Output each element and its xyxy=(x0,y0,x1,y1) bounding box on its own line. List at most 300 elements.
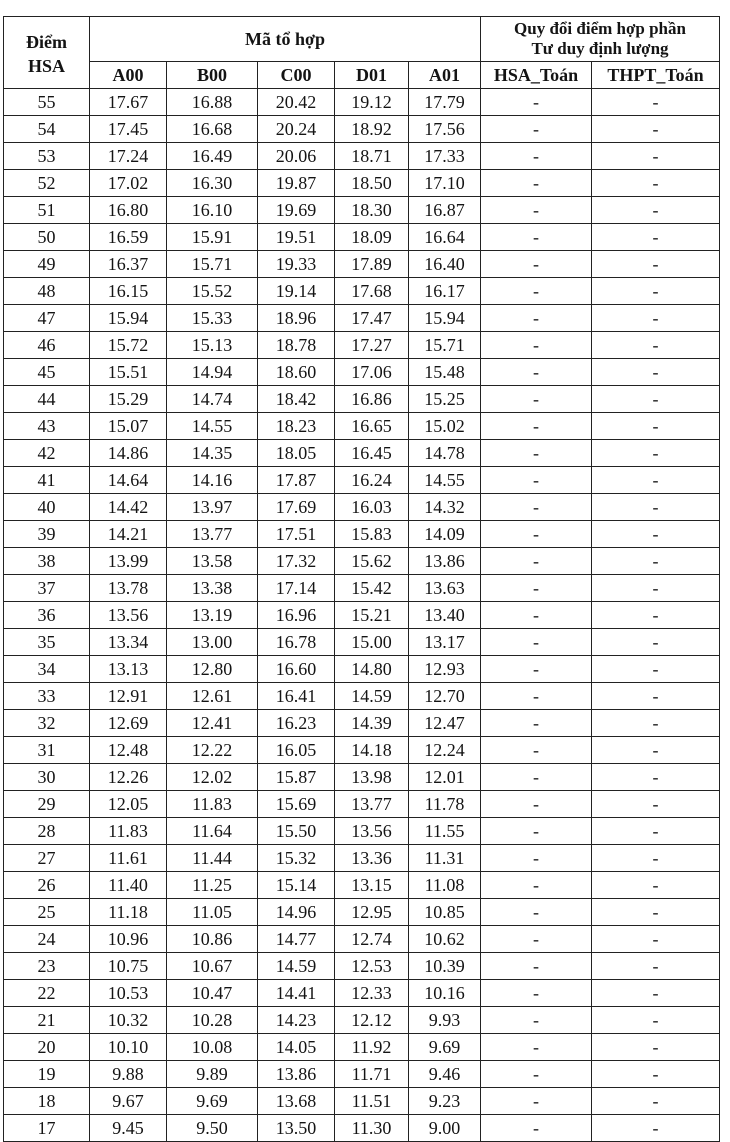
cell-hsa-toan: - xyxy=(481,521,592,548)
cell-c00: 17.69 xyxy=(258,494,335,521)
cell-d01: 13.36 xyxy=(335,845,409,872)
cell-thpt-toan: - xyxy=(592,548,720,575)
cell-diem-hsa: 24 xyxy=(4,926,90,953)
cell-d01: 14.80 xyxy=(335,656,409,683)
cell-thpt-toan: - xyxy=(592,440,720,467)
cell-b00: 10.86 xyxy=(167,926,258,953)
cell-hsa-toan: - xyxy=(481,494,592,521)
cell-thpt-toan: - xyxy=(592,791,720,818)
table-header xyxy=(4,17,720,89)
cell-b00: 14.16 xyxy=(167,467,258,494)
cell-d01: 15.42 xyxy=(335,575,409,602)
cell-d01: 12.53 xyxy=(335,953,409,980)
cell-d01: 14.59 xyxy=(335,683,409,710)
cell-a00: 9.45 xyxy=(90,1115,167,1142)
cell-b00: 15.33 xyxy=(167,305,258,332)
cell-d01: 13.98 xyxy=(335,764,409,791)
cell-a01: 16.17 xyxy=(409,278,481,305)
cell-b00: 16.68 xyxy=(167,116,258,143)
cell-diem-hsa: 46 xyxy=(4,332,90,359)
cell-diem-hsa: 32 xyxy=(4,710,90,737)
cell-b00: 10.67 xyxy=(167,953,258,980)
cell-a00: 15.29 xyxy=(90,386,167,413)
cell-thpt-toan: - xyxy=(592,737,720,764)
table-row xyxy=(4,764,720,791)
cell-hsa-toan: - xyxy=(481,926,592,953)
cell-b00: 10.47 xyxy=(167,980,258,1007)
header-quy-doi xyxy=(481,17,720,62)
cell-b00: 11.44 xyxy=(167,845,258,872)
cell-a00: 17.02 xyxy=(90,170,167,197)
table-row xyxy=(4,602,720,629)
cell-a00: 16.59 xyxy=(90,224,167,251)
cell-diem-hsa: 27 xyxy=(4,845,90,872)
cell-b00: 10.28 xyxy=(167,1007,258,1034)
cell-diem-hsa: 47 xyxy=(4,305,90,332)
cell-thpt-toan: - xyxy=(592,656,720,683)
cell-d01: 18.30 xyxy=(335,197,409,224)
cell-hsa-toan: - xyxy=(481,332,592,359)
cell-hsa-toan: - xyxy=(481,170,592,197)
cell-b00: 13.19 xyxy=(167,602,258,629)
table-row xyxy=(4,278,720,305)
cell-hsa-toan: - xyxy=(481,1061,592,1088)
cell-c00: 14.23 xyxy=(258,1007,335,1034)
cell-hsa-toan: - xyxy=(481,251,592,278)
cell-diem-hsa: 23 xyxy=(4,953,90,980)
cell-a01: 15.71 xyxy=(409,332,481,359)
cell-hsa-toan: - xyxy=(481,683,592,710)
cell-thpt-toan: - xyxy=(592,764,720,791)
cell-d01: 11.51 xyxy=(335,1088,409,1115)
cell-hsa-toan: - xyxy=(481,305,592,332)
cell-b00: 9.89 xyxy=(167,1061,258,1088)
cell-b00: 10.08 xyxy=(167,1034,258,1061)
header-col-c00: C00 xyxy=(258,62,335,89)
cell-a01: 12.47 xyxy=(409,710,481,737)
table-row xyxy=(4,845,720,872)
cell-a00: 15.94 xyxy=(90,305,167,332)
cell-d01: 13.56 xyxy=(335,818,409,845)
cell-hsa-toan: - xyxy=(481,467,592,494)
cell-a00: 12.69 xyxy=(90,710,167,737)
cell-a01: 13.86 xyxy=(409,548,481,575)
cell-a00: 17.24 xyxy=(90,143,167,170)
cell-hsa-toan: - xyxy=(481,629,592,656)
cell-a00: 16.80 xyxy=(90,197,167,224)
cell-hsa-toan: - xyxy=(481,710,592,737)
cell-a00: 11.18 xyxy=(90,899,167,926)
cell-a01: 9.23 xyxy=(409,1088,481,1115)
cell-diem-hsa: 39 xyxy=(4,521,90,548)
cell-a00: 13.56 xyxy=(90,602,167,629)
cell-c00: 16.78 xyxy=(258,629,335,656)
cell-d01: 15.83 xyxy=(335,521,409,548)
cell-c00: 18.42 xyxy=(258,386,335,413)
cell-diem-hsa: 25 xyxy=(4,899,90,926)
cell-thpt-toan: - xyxy=(592,953,720,980)
cell-thpt-toan: - xyxy=(592,224,720,251)
header-col-a01: A01 xyxy=(409,62,481,89)
cell-c00: 19.51 xyxy=(258,224,335,251)
cell-d01: 16.24 xyxy=(335,467,409,494)
cell-b00: 11.25 xyxy=(167,872,258,899)
cell-diem-hsa: 42 xyxy=(4,440,90,467)
cell-thpt-toan: - xyxy=(592,251,720,278)
cell-hsa-toan: - xyxy=(481,845,592,872)
cell-a01: 15.94 xyxy=(409,305,481,332)
cell-diem-hsa: 51 xyxy=(4,197,90,224)
cell-d01: 12.95 xyxy=(335,899,409,926)
header-col-d01: D01 xyxy=(335,62,409,89)
cell-a00: 10.10 xyxy=(90,1034,167,1061)
cell-c00: 14.05 xyxy=(258,1034,335,1061)
cell-a01: 15.48 xyxy=(409,359,481,386)
cell-a01: 17.33 xyxy=(409,143,481,170)
cell-c00: 15.87 xyxy=(258,764,335,791)
table-row xyxy=(4,899,720,926)
cell-a01: 16.64 xyxy=(409,224,481,251)
cell-d01: 16.03 xyxy=(335,494,409,521)
cell-thpt-toan: - xyxy=(592,386,720,413)
header-col-hsa-toan: HSA_Toán xyxy=(481,62,592,89)
cell-a01: 11.78 xyxy=(409,791,481,818)
cell-a00: 13.99 xyxy=(90,548,167,575)
cell-c00: 20.24 xyxy=(258,116,335,143)
cell-a00: 9.88 xyxy=(90,1061,167,1088)
cell-diem-hsa: 20 xyxy=(4,1034,90,1061)
cell-a01: 10.62 xyxy=(409,926,481,953)
cell-hsa-toan: - xyxy=(481,737,592,764)
cell-a00: 15.07 xyxy=(90,413,167,440)
table-row xyxy=(4,683,720,710)
cell-thpt-toan: - xyxy=(592,710,720,737)
cell-b00: 12.41 xyxy=(167,710,258,737)
cell-a01: 9.46 xyxy=(409,1061,481,1088)
table-row xyxy=(4,629,720,656)
cell-c00: 18.78 xyxy=(258,332,335,359)
cell-hsa-toan: - xyxy=(481,872,592,899)
cell-d01: 17.89 xyxy=(335,251,409,278)
cell-d01: 13.15 xyxy=(335,872,409,899)
cell-thpt-toan: - xyxy=(592,1034,720,1061)
table-row xyxy=(4,197,720,224)
cell-a01: 17.79 xyxy=(409,89,481,116)
cell-a01: 11.31 xyxy=(409,845,481,872)
cell-a00: 14.21 xyxy=(90,521,167,548)
cell-c00: 18.05 xyxy=(258,440,335,467)
header-col-b00: B00 xyxy=(167,62,258,89)
table-row xyxy=(4,1088,720,1115)
table-row xyxy=(4,521,720,548)
table-row xyxy=(4,386,720,413)
table-row xyxy=(4,143,720,170)
cell-c00: 17.51 xyxy=(258,521,335,548)
cell-thpt-toan: - xyxy=(592,1061,720,1088)
table-row xyxy=(4,656,720,683)
cell-thpt-toan: - xyxy=(592,1115,720,1142)
cell-hsa-toan: - xyxy=(481,359,592,386)
cell-thpt-toan: - xyxy=(592,116,720,143)
cell-c00: 15.32 xyxy=(258,845,335,872)
cell-diem-hsa: 30 xyxy=(4,764,90,791)
header-quy-doi-line1: Quy đổi điểm hợp phần xyxy=(514,19,686,38)
cell-thpt-toan: - xyxy=(592,494,720,521)
cell-a00: 14.86 xyxy=(90,440,167,467)
cell-a00: 17.45 xyxy=(90,116,167,143)
cell-b00: 12.22 xyxy=(167,737,258,764)
cell-diem-hsa: 31 xyxy=(4,737,90,764)
cell-c00: 16.60 xyxy=(258,656,335,683)
cell-c00: 14.59 xyxy=(258,953,335,980)
cell-b00: 12.02 xyxy=(167,764,258,791)
cell-c00: 15.14 xyxy=(258,872,335,899)
header-col-thpt-toan: THPT_Toán xyxy=(592,62,720,89)
cell-thpt-toan: - xyxy=(592,305,720,332)
table-row xyxy=(4,332,720,359)
cell-a01: 15.02 xyxy=(409,413,481,440)
cell-d01: 12.74 xyxy=(335,926,409,953)
cell-d01: 17.27 xyxy=(335,332,409,359)
cell-diem-hsa: 44 xyxy=(4,386,90,413)
cell-b00: 14.74 xyxy=(167,386,258,413)
hsa-conversion-table xyxy=(3,16,720,1142)
cell-thpt-toan: - xyxy=(592,602,720,629)
cell-diem-hsa: 50 xyxy=(4,224,90,251)
cell-diem-hsa: 37 xyxy=(4,575,90,602)
cell-a00: 11.83 xyxy=(90,818,167,845)
cell-d01: 16.45 xyxy=(335,440,409,467)
cell-c00: 13.50 xyxy=(258,1115,335,1142)
cell-c00: 19.33 xyxy=(258,251,335,278)
cell-hsa-toan: - xyxy=(481,386,592,413)
cell-a00: 10.75 xyxy=(90,953,167,980)
cell-c00: 20.06 xyxy=(258,143,335,170)
cell-a01: 12.93 xyxy=(409,656,481,683)
cell-b00: 15.52 xyxy=(167,278,258,305)
header-diem-hsa xyxy=(4,17,90,89)
cell-a00: 15.51 xyxy=(90,359,167,386)
cell-c00: 14.96 xyxy=(258,899,335,926)
cell-a01: 16.40 xyxy=(409,251,481,278)
cell-diem-hsa: 17 xyxy=(4,1115,90,1142)
cell-diem-hsa: 35 xyxy=(4,629,90,656)
cell-b00: 12.61 xyxy=(167,683,258,710)
table-row xyxy=(4,170,720,197)
cell-d01: 11.30 xyxy=(335,1115,409,1142)
cell-c00: 20.42 xyxy=(258,89,335,116)
cell-a01: 10.39 xyxy=(409,953,481,980)
cell-c00: 17.87 xyxy=(258,467,335,494)
cell-a00: 12.05 xyxy=(90,791,167,818)
cell-thpt-toan: - xyxy=(592,926,720,953)
cell-a00: 17.67 xyxy=(90,89,167,116)
header-ma-to-hop: Mã tổ hợp xyxy=(90,17,481,62)
cell-d01: 17.06 xyxy=(335,359,409,386)
cell-hsa-toan: - xyxy=(481,818,592,845)
cell-a01: 11.55 xyxy=(409,818,481,845)
cell-c00: 19.14 xyxy=(258,278,335,305)
table-row xyxy=(4,1115,720,1142)
cell-b00: 15.71 xyxy=(167,251,258,278)
cell-hsa-toan: - xyxy=(481,764,592,791)
cell-b00: 14.55 xyxy=(167,413,258,440)
cell-a01: 14.09 xyxy=(409,521,481,548)
cell-thpt-toan: - xyxy=(592,89,720,116)
cell-hsa-toan: - xyxy=(481,1088,592,1115)
cell-hsa-toan: - xyxy=(481,899,592,926)
cell-c00: 16.23 xyxy=(258,710,335,737)
cell-b00: 14.35 xyxy=(167,440,258,467)
cell-b00: 14.94 xyxy=(167,359,258,386)
cell-a00: 9.67 xyxy=(90,1088,167,1115)
cell-hsa-toan: - xyxy=(481,980,592,1007)
cell-c00: 15.50 xyxy=(258,818,335,845)
cell-d01: 11.92 xyxy=(335,1034,409,1061)
cell-thpt-toan: - xyxy=(592,980,720,1007)
table-row xyxy=(4,737,720,764)
table-row xyxy=(4,89,720,116)
table-row xyxy=(4,872,720,899)
cell-a01: 14.55 xyxy=(409,467,481,494)
cell-c00: 19.87 xyxy=(258,170,335,197)
cell-hsa-toan: - xyxy=(481,116,592,143)
table-row xyxy=(4,818,720,845)
cell-a00: 13.34 xyxy=(90,629,167,656)
cell-d01: 15.00 xyxy=(335,629,409,656)
cell-diem-hsa: 36 xyxy=(4,602,90,629)
cell-thpt-toan: - xyxy=(592,197,720,224)
cell-a01: 14.78 xyxy=(409,440,481,467)
cell-thpt-toan: - xyxy=(592,143,720,170)
cell-a00: 14.64 xyxy=(90,467,167,494)
cell-a00: 12.48 xyxy=(90,737,167,764)
header-diem-line2: HSA xyxy=(27,55,65,76)
cell-a00: 11.40 xyxy=(90,872,167,899)
cell-a00: 10.32 xyxy=(90,1007,167,1034)
cell-a01: 12.24 xyxy=(409,737,481,764)
cell-diem-hsa: 41 xyxy=(4,467,90,494)
cell-a01: 17.10 xyxy=(409,170,481,197)
cell-thpt-toan: - xyxy=(592,683,720,710)
cell-b00: 16.88 xyxy=(167,89,258,116)
cell-hsa-toan: - xyxy=(481,143,592,170)
cell-hsa-toan: - xyxy=(481,278,592,305)
cell-diem-hsa: 34 xyxy=(4,656,90,683)
cell-thpt-toan: - xyxy=(592,575,720,602)
cell-b00: 11.05 xyxy=(167,899,258,926)
cell-c00: 16.96 xyxy=(258,602,335,629)
cell-b00: 15.13 xyxy=(167,332,258,359)
cell-diem-hsa: 33 xyxy=(4,683,90,710)
cell-a01: 13.63 xyxy=(409,575,481,602)
cell-d01: 15.62 xyxy=(335,548,409,575)
cell-d01: 13.77 xyxy=(335,791,409,818)
cell-a00: 11.61 xyxy=(90,845,167,872)
cell-b00: 13.77 xyxy=(167,521,258,548)
cell-c00: 13.68 xyxy=(258,1088,335,1115)
cell-diem-hsa: 28 xyxy=(4,818,90,845)
cell-thpt-toan: - xyxy=(592,818,720,845)
cell-b00: 9.50 xyxy=(167,1115,258,1142)
cell-diem-hsa: 52 xyxy=(4,170,90,197)
cell-diem-hsa: 54 xyxy=(4,116,90,143)
cell-b00: 13.58 xyxy=(167,548,258,575)
cell-a01: 14.32 xyxy=(409,494,481,521)
cell-c00: 13.86 xyxy=(258,1061,335,1088)
cell-diem-hsa: 55 xyxy=(4,89,90,116)
cell-c00: 14.41 xyxy=(258,980,335,1007)
table-row xyxy=(4,116,720,143)
cell-a01: 9.93 xyxy=(409,1007,481,1034)
cell-diem-hsa: 21 xyxy=(4,1007,90,1034)
table-row xyxy=(4,359,720,386)
cell-a00: 10.53 xyxy=(90,980,167,1007)
cell-c00: 17.14 xyxy=(258,575,335,602)
conversion-table-container xyxy=(3,16,720,1142)
cell-a01: 11.08 xyxy=(409,872,481,899)
cell-d01: 17.68 xyxy=(335,278,409,305)
cell-c00: 19.69 xyxy=(258,197,335,224)
cell-diem-hsa: 26 xyxy=(4,872,90,899)
cell-thpt-toan: - xyxy=(592,1088,720,1115)
cell-d01: 16.65 xyxy=(335,413,409,440)
cell-b00: 13.97 xyxy=(167,494,258,521)
cell-hsa-toan: - xyxy=(481,656,592,683)
cell-d01: 16.86 xyxy=(335,386,409,413)
table-row xyxy=(4,305,720,332)
cell-d01: 18.50 xyxy=(335,170,409,197)
cell-diem-hsa: 53 xyxy=(4,143,90,170)
cell-a00: 12.26 xyxy=(90,764,167,791)
cell-hsa-toan: - xyxy=(481,440,592,467)
table-row xyxy=(4,791,720,818)
cell-diem-hsa: 45 xyxy=(4,359,90,386)
cell-thpt-toan: - xyxy=(592,1007,720,1034)
cell-thpt-toan: - xyxy=(592,899,720,926)
cell-b00: 11.64 xyxy=(167,818,258,845)
cell-hsa-toan: - xyxy=(481,413,592,440)
cell-a00: 16.15 xyxy=(90,278,167,305)
cell-hsa-toan: - xyxy=(481,602,592,629)
cell-a01: 10.16 xyxy=(409,980,481,1007)
cell-thpt-toan: - xyxy=(592,521,720,548)
cell-diem-hsa: 43 xyxy=(4,413,90,440)
cell-d01: 18.92 xyxy=(335,116,409,143)
cell-a01: 16.87 xyxy=(409,197,481,224)
cell-d01: 18.09 xyxy=(335,224,409,251)
cell-b00: 13.00 xyxy=(167,629,258,656)
cell-diem-hsa: 19 xyxy=(4,1061,90,1088)
cell-diem-hsa: 49 xyxy=(4,251,90,278)
cell-hsa-toan: - xyxy=(481,548,592,575)
cell-diem-hsa: 40 xyxy=(4,494,90,521)
cell-d01: 19.12 xyxy=(335,89,409,116)
cell-thpt-toan: - xyxy=(592,332,720,359)
cell-d01: 12.33 xyxy=(335,980,409,1007)
header-quy-doi-line2: Tư duy định lượng xyxy=(531,39,669,58)
cell-thpt-toan: - xyxy=(592,845,720,872)
cell-d01: 14.18 xyxy=(335,737,409,764)
header-diem-line1: Điểm xyxy=(26,31,67,52)
cell-thpt-toan: - xyxy=(592,629,720,656)
table-row xyxy=(4,251,720,278)
cell-thpt-toan: - xyxy=(592,413,720,440)
cell-a00: 14.42 xyxy=(90,494,167,521)
cell-c00: 18.23 xyxy=(258,413,335,440)
table-row xyxy=(4,710,720,737)
cell-a01: 12.70 xyxy=(409,683,481,710)
